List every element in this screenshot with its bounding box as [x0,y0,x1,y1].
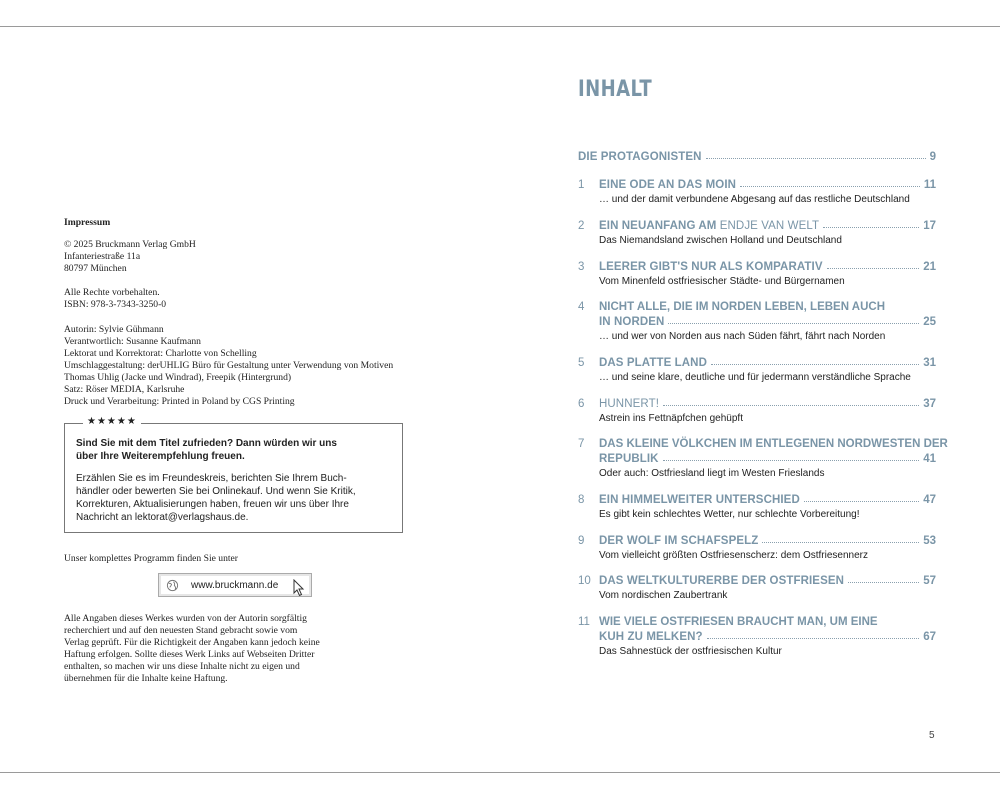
imprint-title: Impressum [64,217,111,228]
toc-page: 25 [923,316,936,328]
disclaimer-line: recherchiert und auf den neuesten Stand gebracht sowie vom [64,625,298,637]
page-number: 5 [929,730,935,741]
feedback-line: Erzählen Sie es im Freundeskreis, berichten Sie Ihrem Buch- [76,473,347,484]
chapter-number: 2 [578,220,585,232]
credit-line: Thomas Uhlig (Jacke und Windrad), Freepik (Hintergrund) [64,371,292,383]
leader-dots [762,534,919,543]
toc-title-row [599,179,936,193]
toc-title-line1: WIE VIELE OSTFRIESEN BRAUCHT MAN, UM EINE [599,616,878,628]
toc-title-row [599,220,936,234]
toc-title: IN NORDEN [599,316,665,328]
toc-subtitle: … und seine klare, deutliche und für jedermann verständliche Sprache [599,372,911,383]
toc-subtitle: Es gibt kein schlechtes Wetter, nur schlechte Vorbereitung! [599,509,860,520]
toc-title-row [599,631,936,645]
leader-dots [663,452,920,461]
toc-page: 47 [923,494,936,506]
credit-line: Umschlaggestaltung: derUHLIG Büro für Gestaltung unter Verwendung von Motiven [64,359,394,371]
toc-subtitle: Vom vielleicht größten Ostfriesenscherz: dem Ostfriesennerz [599,550,868,561]
imprint-line: Alle Rechte vorbehalten. [64,287,160,299]
leader-dots [668,315,919,324]
toc-subtitle: … und wer von Norden aus nach Süden fährt, fährt nach Norden [599,331,886,342]
toc-title [599,398,659,410]
disclaimer-line: Verlag geprüft. Für die Richtigkeit der Angaben kann jedoch keine [64,637,320,649]
globe-icon [166,579,179,592]
toc-title-row [599,453,936,467]
right-page [500,27,1000,772]
credit-line: Verantwortlich: Susanne Kaufmann [64,335,201,347]
imprint-line: © 2025 Bruckmann Verlag GmbH [64,239,196,251]
chapter-number: 9 [578,535,585,547]
feedback-box [64,416,403,533]
toc-page: 67 [923,631,936,643]
disclaimer [64,613,364,686]
feedback-line: Korrekturen, Aktualisierungen haben, freuen wir uns über Ihre [76,499,349,510]
toc-title-line1: NICHT ALLE, DIE IM NORDEN LEBEN, LEBEN AUCH [599,301,886,313]
disclaimer-line: Haftung erfolgen. Sollte dieses Werk Links auf Webseiten Dritter [64,649,315,661]
toc-page: 41 [923,453,936,465]
chapter-number: 3 [578,261,585,273]
toc-title: DER WOLF IM SCHAFSPELZ [599,535,759,547]
leader-dots [740,178,920,187]
toc-subtitle: Vom Minenfeld ostfriesischer Städte- und Bürgernamen [599,276,845,287]
chapter-number: 1 [578,179,585,191]
leader-dots [711,356,919,365]
feedback-heading [76,437,376,463]
feedback-body [76,472,396,524]
leader-dots [706,150,926,159]
toc-title-row [578,151,936,165]
imprint-line: Infanteriestraße 11a [64,251,141,263]
toc-heading: INHALT [578,77,653,102]
toc-subtitle: Astrein ins Fettnäpfchen gehüpft [599,413,743,424]
toc-title: REPUBLIK [599,453,659,465]
star-rating-icon: ★★★★★ [83,416,141,427]
credits-block [64,324,424,409]
feedback-heading-line: über Ihre Weiterempfehlung freuen. [76,451,245,462]
toc-title-row [599,357,936,371]
toc-title [599,220,819,232]
feedback-heading-line: Sind Sie mit dem Titel zufrieden? Dann würden wir uns [76,438,337,449]
imprint-line: 80797 München [64,263,127,275]
toc-page: 31 [923,357,936,369]
toc-page: 17 [923,220,936,232]
toc-subtitle: … und der damit verbundene Abgesang auf das restliche Deutschland [599,194,910,205]
credit-line: Autorin: Sylvie Gühmann [64,323,164,335]
toc-subtitle: Das Sahnestück der ostfriesischen Kultur [599,646,782,657]
disclaimer-line: Alle Angaben dieses Werkes wurden von der Autorin sorgfältig [64,613,307,624]
credit-line: Satz: Röser MEDIA, Karlsruhe [64,384,185,396]
website-url[interactable]: www.bruckmann.de [191,580,279,591]
feedback-line: Nachricht an lektorat@verlagshaus.de. [76,512,249,523]
cursor-icon [293,579,307,597]
leader-dots [848,574,919,583]
leader-dots [827,260,920,269]
toc-title-row [599,494,936,508]
disclaimer-line: übernehmen für die Inhalte keine Haftung. [64,673,228,685]
disclaimer-line: enthalten, so machen wir uns diese Inhalte nicht zu eigen und [64,661,300,673]
toc-title-row [599,261,936,275]
leader-dots [823,219,919,228]
toc-title-row [599,535,936,549]
toc-page: 37 [923,398,936,410]
book-spread [0,26,1000,773]
toc-page: 11 [923,179,936,191]
toc-title: DAS PLATTE LAND [599,357,707,369]
chapter-number: 5 [578,357,585,369]
toc-title: KUH ZU MELKEN? [599,631,703,643]
toc-title: LEERER GIBT'S NUR ALS KOMPARATIV [599,261,823,273]
chapter-number: 10 [578,575,591,587]
left-page [0,27,500,772]
publisher-block [64,239,424,275]
program-text: Unser komplettes Programm finden Sie unter [64,553,238,564]
chapter-number: 11 [578,616,590,628]
toc-title: DAS WELTKULTURERBE DER OSTFRIESEN [599,575,845,587]
chapter-number: 7 [578,438,585,450]
credit-line: Lektorat und Korrektorat: Charlotte von Schelling [64,347,257,359]
toc-page: 21 [923,261,936,273]
website-link[interactable] [158,573,312,597]
toc-title: EIN HIMMELWEITER UNTERSCHIED [599,494,800,506]
toc-entry-intro[interactable] [578,151,936,165]
toc-title-light: ENDJE VAN WELT [719,220,820,232]
credit-line: Druck und Verarbeitung: Printed in Poland by CGS Printing [64,396,295,408]
toc-title-row [599,575,936,589]
toc-title: EINE ODE AN DAS MOIN [599,179,737,191]
feedback-line: händler oder bewerten Sie bei Onlinekauf. Und wenn Sie Kritik, [76,486,356,497]
toc-title-light: HUNNERT! [599,398,660,410]
toc-subtitle: Oder auch: Ostfriesland liegt im Westen Frieslands [599,468,825,479]
toc-title-line1: DAS KLEINE VÖLKCHEN IM ENTLEGENEN NORDWESTEN DER [599,438,948,450]
toc-subtitle: Vom nordischen Zaubertrank [599,590,728,601]
leader-dots [663,397,919,406]
toc-title-row [599,316,936,330]
leader-dots [707,630,920,639]
leader-dots [804,493,919,502]
toc-subtitle: Das Niemandsland zwischen Holland und Deutschland [599,235,842,246]
toc-page: 9 [929,151,936,163]
toc-title-bold: EIN NEUANFANG AM [599,220,720,232]
toc-page: 57 [923,575,936,587]
chapter-number: 4 [578,301,585,313]
isbn: ISBN: 978-3-7343-3250-0 [64,299,167,311]
chapter-number: 6 [578,398,585,410]
toc-page: 53 [923,535,936,547]
toc-title: DIE PROTAGONISTEN [578,151,702,163]
toc-title-row [599,398,936,412]
imprint [64,217,424,420]
rights-block [64,287,424,311]
chapter-number: 8 [578,494,585,506]
